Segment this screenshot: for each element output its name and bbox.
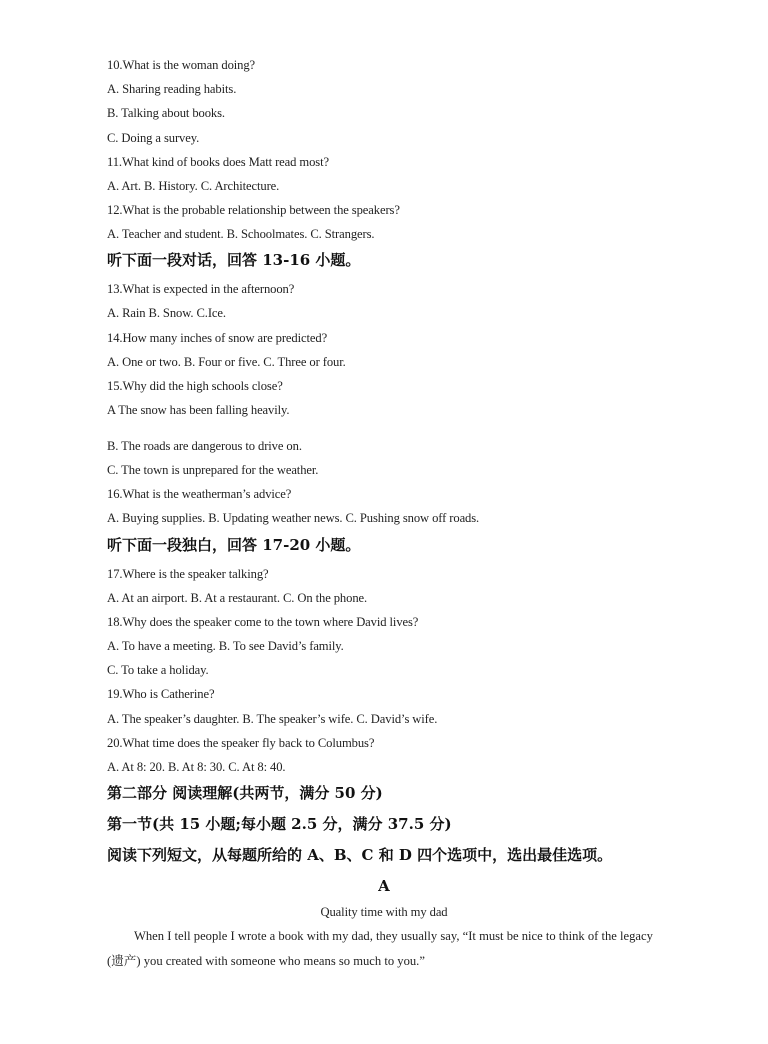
option-line: A. Teacher and student. B. Schoolmates. C. Strangers. <box>107 227 375 241</box>
question-14: 14.How many inches of snow are predicted? <box>107 331 328 345</box>
question-16: 16.What is the weatherman’s advice? <box>107 487 292 501</box>
option-line: A. One or two. B. Four or five. C. Three or four. <box>107 355 346 369</box>
section-heading: 听下面一段独白，回答 17-20 小题。 <box>107 536 361 554</box>
option-line: B. The roads are dangerous to drive on. <box>107 439 302 453</box>
option-line: A The snow has been falling heavily. <box>107 403 290 417</box>
option-line: A. Buying supplies. B. Updating weather news. C. Pushing snow off roads. <box>107 511 480 525</box>
part-heading: 第二部分 阅读理解(共两节，满分 50 分) <box>107 784 383 802</box>
question-20: 20.What time does the speaker fly back to Columbus? <box>107 736 375 750</box>
instruction-heading: 阅读下列短文，从每题所给的 A、B、C 和 D 四个选项中，选出最佳选项。 <box>107 846 613 864</box>
option-line: C. The town is unprepared for the weather. <box>107 463 319 477</box>
subsection-heading: 第一节(共 15 小题;每小题 2.5 分，满分 37.5 分) <box>107 815 452 833</box>
question-15: 15.Why did the high schools close? <box>107 379 283 393</box>
option-line: A. Art. B. History. C. Architecture. <box>107 179 280 193</box>
option-line: B. Talking about books. <box>107 106 225 120</box>
option-line: A. At 8: 20. B. At 8: 30. C. At 8: 40. <box>107 760 286 774</box>
question-18: 18.Why does the speaker come to the town where David lives? <box>107 615 419 629</box>
question-13: 13.What is expected in the afternoon? <box>107 282 295 296</box>
question-17: 17.Where is the speaker talking? <box>107 567 269 581</box>
question-11: 11.What kind of books does Matt read most? <box>107 155 329 169</box>
option-line: C. Doing a survey. <box>107 131 200 145</box>
option-line: C. To take a holiday. <box>107 663 209 677</box>
question-10: 10.What is the woman doing? <box>107 58 256 72</box>
question-12: 12.What is the probable relationship between the speakers? <box>107 203 400 217</box>
option-line: A. Sharing reading habits. <box>107 82 237 96</box>
option-line: A. To have a meeting. B. To see David’s family. <box>107 639 344 653</box>
option-line: A. The speaker’s daughter. B. The speaker’s wife. C. David’s wife. <box>107 712 438 726</box>
passage-title: Quality time with my dad <box>320 905 448 919</box>
passage-letter: A <box>378 877 390 895</box>
question-19: 19.Who is Catherine? <box>107 687 215 701</box>
section-heading: 听下面一段对话，回答 13-16 小题。 <box>107 251 361 269</box>
option-line: A. Rain B. Snow. C.Ice. <box>107 306 226 320</box>
option-line: A. At an airport. B. At a restaurant. C. On the phone. <box>107 591 368 605</box>
passage-paragraph: When I tell people I wrote a book with my dad, they usually say, “It must be nice to think of the legacy (遗产) you created with someone who means so much to you.” <box>107 929 653 968</box>
